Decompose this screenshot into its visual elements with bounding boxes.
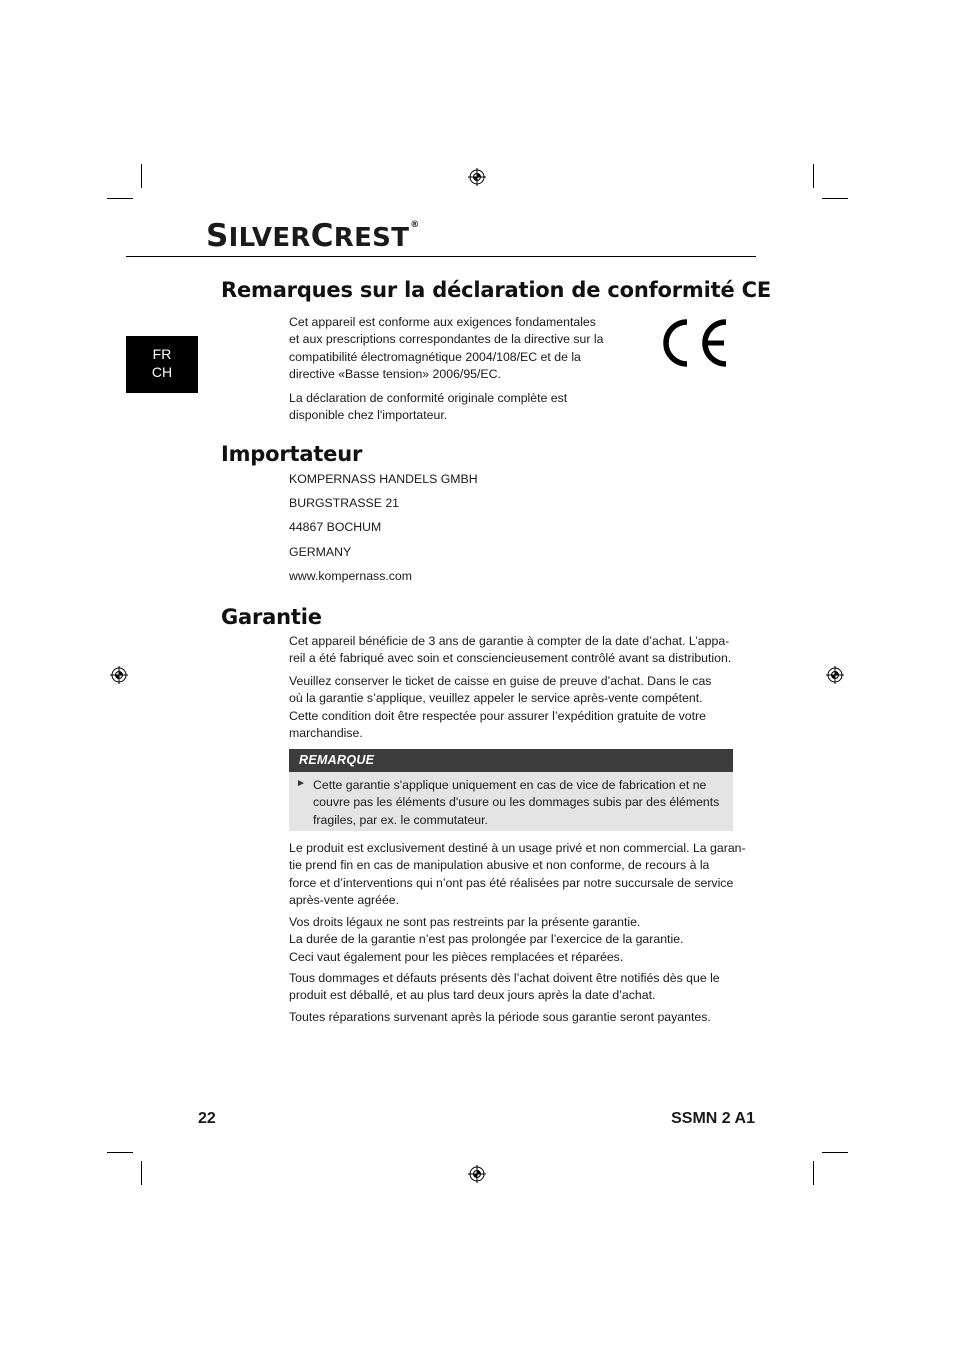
header-divider: [126, 256, 756, 257]
crop-mark: [813, 1161, 814, 1185]
note-header: REMARQUE: [289, 749, 733, 772]
registration-mark-icon: [826, 666, 844, 684]
importer-line: KOMPERNASS HANDELS GMBH: [289, 472, 478, 486]
crop-mark: [822, 1152, 848, 1153]
importer-website: www.kompernass.com: [289, 569, 413, 583]
warranty-paragraph: Tous dommages et défauts présents dès l’achat doivent être notifiés dès que le produit est déballé, et au plus tard deux jours après la date d’achat.: [289, 971, 720, 1003]
ce-paragraph: Cet appareil est conforme aux exigences fondamentales et aux prescriptions correspondantes de la directive sur la compatibilité électromagnétique 2004/108/EC et de la directive «Basse tension» 2006/95/EC.: [289, 315, 604, 382]
ce-mark-icon: [656, 316, 732, 370]
warranty-section-title: Garantie: [221, 605, 322, 629]
crop-mark: [813, 164, 814, 188]
bullet-arrow-icon: ►: [296, 778, 306, 789]
warranty-paragraph: Le produit est exclusivement destiné à un usage privé et non commercial. La garan- tie prend fin en cas de manipulation abusive et non conforme, de recours à la force et d’interventions qui n’ont pas été réalisées par notre succursale de service après-vente agréée.: [289, 841, 746, 908]
ce-paragraph: La déclaration de conformité originale complète est disponible chez l'importateur.: [289, 391, 568, 423]
ce-section-title: Remarques sur la déclaration de conformité CE: [221, 278, 771, 302]
warranty-paragraph: Veuillez conserver le ticket de caisse en guise de preuve d’achat. Dans le cas où la garantie s’applique, veuillez appeler le service après-vente compétent. Cette condition doit être respectée pour assurer l’expédition gratuite de votre marchandise.: [289, 674, 712, 741]
note-text: Cette garantie s'applique uniquement en cas de vice de fabrication et ne couvre pas les éléments d'usure ou les dommages subis par des éléments fragiles, par ex. le commutateur.: [313, 778, 720, 827]
crop-mark: [107, 198, 133, 199]
page-number: 22: [198, 1110, 216, 1127]
importer-section-title: Importateur: [221, 442, 363, 466]
model-number: SSMN 2 A1: [671, 1110, 755, 1127]
warranty-paragraph: Vos droits légaux ne sont pas restreints par la présente garantie. La durée de la garantie n’est pas prolongée par l’exercice de la garantie. Ceci vaut également pour les pièces remplacées et réparées.: [289, 915, 684, 964]
crop-mark: [141, 1161, 142, 1185]
registration-mark-icon: [468, 1165, 486, 1183]
importer-line: 44867 BOCHUM: [289, 520, 382, 534]
brand-logo: SILVERCREST®: [206, 218, 420, 254]
registration-mark-icon: [468, 168, 486, 186]
importer-line: BURGSTRASSE 21: [289, 496, 400, 510]
crop-mark: [822, 198, 848, 199]
crop-mark: [107, 1152, 133, 1153]
importer-line: GERMANY: [289, 545, 352, 559]
warranty-paragraph: Cet appareil bénéficie de 3 ans de garantie à compter de la date d’achat. L’appa- reil a été fabriqué avec soin et consciencieusement contrôlé avant sa distribution.: [289, 634, 732, 666]
language-tab: FR CH: [126, 336, 198, 393]
registration-mark-icon: [110, 666, 128, 684]
warranty-paragraph: Toutes réparations survenant après la période sous garantie seront payantes.: [289, 1010, 711, 1024]
crop-mark: [141, 164, 142, 188]
